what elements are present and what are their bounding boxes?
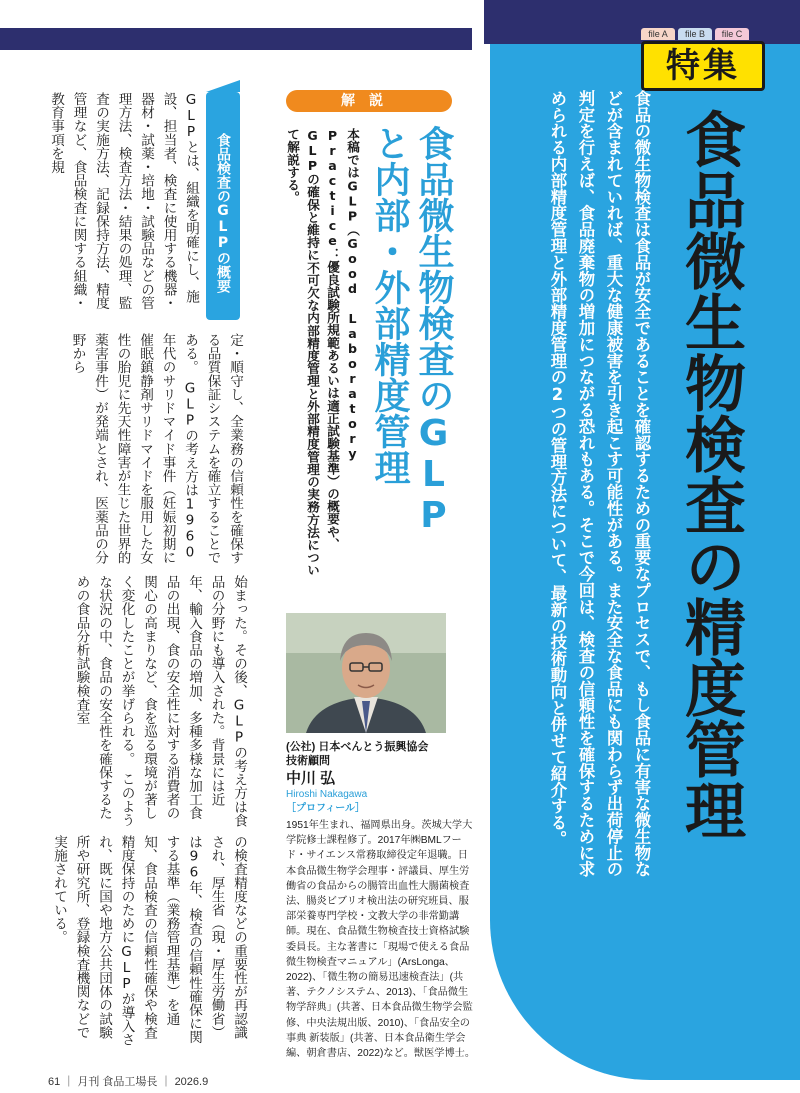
author-name: 中川 弘 xyxy=(286,770,336,787)
article-label: 解説 xyxy=(286,90,452,112)
profile-label: ［プロフィール］ xyxy=(286,803,365,814)
body-column-3: 始まった。その後、GLPの考え方は食品の分野にも導入された。背景には近年、輸入食品の増加、多種多様な加工食品の出現、食の安全性に対する消費者の関心の高まりなど、食を巡る環境が著しく変化したことが挙げられる。 このような状況の中、食品の安全性を確保するための食品分析試験検査室 xyxy=(73,575,247,827)
author-portrait-icon xyxy=(286,613,446,733)
file-tab-a: file A xyxy=(641,28,675,40)
feature-title: 食品微生物検査の精度管理 xyxy=(675,108,746,840)
article-intro: 本稿ではGLP（Good Laboratory Practice：優良試験所規範あるいは適正試験基準）の概要や、GLPの確保と維持に不可欠な内部精度管理と外部精度管理の実務方法について解説する。 xyxy=(285,128,360,577)
body-column-1: GLPとは、組織を明確にし、施設、担当者、検査に使用する機器・器材・試薬・培地・試験品などの管理方法、検査方法・結果の処理、監査の実施方法、記録保持方法、精度管理など、食品検査に関する組織・教育事項を規 xyxy=(48,92,199,310)
footer-divider: ｜ xyxy=(160,1076,175,1088)
section-heading-tab xyxy=(206,80,240,92)
header-bar-left xyxy=(0,28,472,50)
section-heading: 食品検査のGLPの概要 xyxy=(206,92,240,320)
feature-badge: 特集 xyxy=(641,41,765,91)
body-column-2: 定・順守し、全業務の信頼性を確保する品質保証システムを確立することである。 GLPの考え方は1960年代のサリドマイド事件（妊娠初期に催眠鎮静剤サリドマイドを服用した女性の胎児に先天性障害が生じた世界的薬害事件）が発端とされ、医薬品の分野から xyxy=(69,333,243,565)
page-number: 61 xyxy=(48,1076,61,1088)
author-romanized-name: Hiroshi Nakagawa xyxy=(286,789,368,800)
file-tab-b: file B xyxy=(678,28,712,40)
author-photo xyxy=(286,613,446,733)
footer-divider: ｜ xyxy=(63,1076,78,1088)
profile-text: 1951年生まれ、福岡県出身。茨城大学大学院修士課程修了。2017年㈱BMLフード・サイエンス常務取締役定年退職。日本食品微生物学会理事・評議員、厚生労働省の食品からの腸管出血性大腸菌検査法、腸炎ビブリオ検出法の研究班員、服部栄養専門学校・文教大学の非常勤講師。現在、食品微生物検査技士資格試験委員長。主な著書に「現場で使える食品微生物検査マニュアル」(ArsLonga、2022)、「微生物の簡易迅速検査法」(共著、テクノシステム、2013)、「食品微生物学辞典」(共著、日本食品微生物学会監修、中央法規出版、2010)、「食品安全の事典 新装版」(共著、日本食品衛生学会編、朝倉書店、2022)など。獣医学博士。 xyxy=(286,820,476,1060)
author-org: (公社) 日本べんとう振興協会 xyxy=(286,741,429,753)
feature-lead: 食品の微生物検査は食品が安全であることを確認するための重要なプロセスで、もし食品に有害な微生物などが含まれていれば、重大な健康被害を引き起こす可能性がある。また安全な食品にも関わらず出荷停止の判定を行えば、食品廃棄物の増加につながる恐れもある。そこで今回は、検査の信頼性を確保するために求められる内部精度管理と外部精度管理の2つの管理方法について、最新の技術動向と併せて紹介する。 xyxy=(548,90,651,878)
page-footer xyxy=(48,1073,208,1089)
body-column-4: の検査精度などの重要性が再認識され、厚生省（現・厚生労働省）は96年、検査の信頼性確保に関する基準（業務管理基準）を通知、食品検査の信頼性確保や検査精度保持のためにGLPが導入され、既に国や地方公共団体の試験所や研究所、登録検査機関などで実施されている。 xyxy=(51,835,247,1047)
file-tab-c: file C xyxy=(715,28,749,40)
article-title: 食品微生物検査のGLPと内部・外部精度管理 xyxy=(369,125,454,536)
author-profile xyxy=(286,740,486,1061)
issue-date: 2026.9 xyxy=(174,1076,209,1088)
author-role: 技術顧問 xyxy=(286,755,330,767)
magazine-name: 月刊 食品工場長 xyxy=(77,1076,158,1088)
